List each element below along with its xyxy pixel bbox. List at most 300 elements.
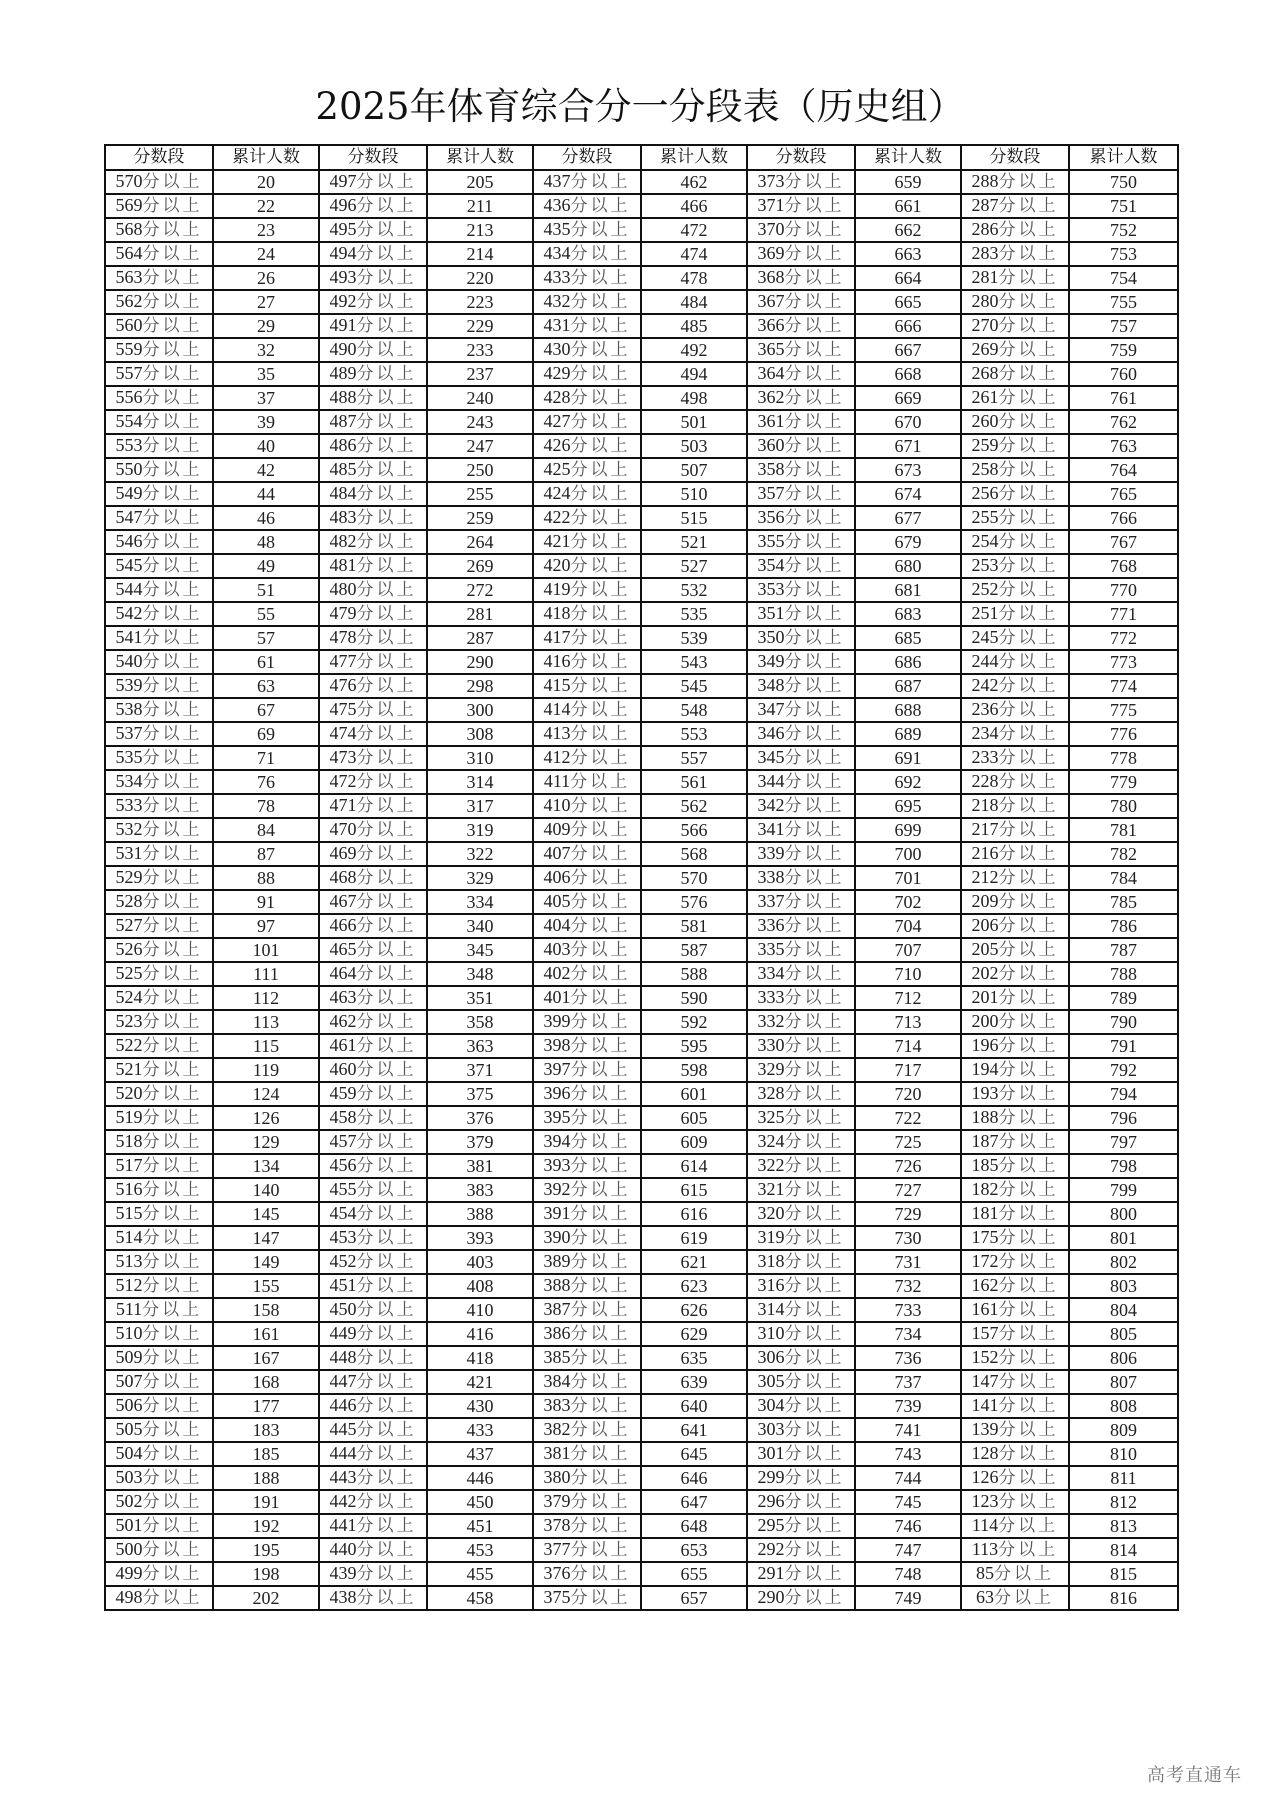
cumulative-count-cell: 801 bbox=[1069, 1226, 1178, 1250]
score-range-cell bbox=[533, 1034, 641, 1058]
cumulative-count-cell: 213 bbox=[427, 218, 533, 242]
score-range-cell bbox=[319, 362, 427, 386]
score-range-cell bbox=[105, 1586, 213, 1610]
score-suffix: 分以上 bbox=[356, 676, 417, 696]
score-range-cell bbox=[533, 1538, 641, 1562]
score-range-cell bbox=[319, 770, 427, 794]
score-range-cell bbox=[319, 1034, 427, 1058]
header-cumulative-count: 累计人数 bbox=[641, 145, 747, 170]
score-range-cell bbox=[961, 1058, 1069, 1082]
score-value: 139 bbox=[971, 1419, 999, 1439]
cumulative-count-cell: 140 bbox=[213, 1178, 319, 1202]
score-range-cell bbox=[533, 554, 641, 578]
score-value: 304 bbox=[757, 1395, 785, 1415]
cumulative-count-cell: 149 bbox=[213, 1250, 319, 1274]
table-row bbox=[105, 1082, 1178, 1106]
score-value: 236 bbox=[971, 699, 999, 719]
score-value: 431 bbox=[543, 315, 571, 335]
score-suffix: 分以上 bbox=[570, 1156, 631, 1176]
cumulative-count-cell: 383 bbox=[427, 1178, 533, 1202]
score-value: 228 bbox=[971, 771, 999, 791]
score-range-cell bbox=[533, 386, 641, 410]
score-suffix: 分以上 bbox=[784, 1132, 845, 1152]
score-range-cell bbox=[319, 1370, 427, 1394]
score-range-cell bbox=[533, 914, 641, 938]
score-value: 509 bbox=[115, 1347, 143, 1367]
score-range-cell bbox=[961, 1034, 1069, 1058]
score-suffix: 分以上 bbox=[356, 604, 417, 624]
score-value: 123 bbox=[971, 1491, 999, 1511]
score-range-cell bbox=[319, 1058, 427, 1082]
score-suffix: 分以上 bbox=[784, 1012, 845, 1032]
score-range-cell bbox=[747, 1082, 855, 1106]
cumulative-count-cell: 629 bbox=[641, 1322, 747, 1346]
score-range-cell bbox=[747, 410, 855, 434]
score-value: 511 bbox=[115, 1299, 143, 1319]
table-row bbox=[105, 1586, 1178, 1610]
score-suffix: 分以上 bbox=[142, 1396, 203, 1416]
score-range-cell bbox=[105, 1226, 213, 1250]
score-value: 469 bbox=[329, 843, 357, 863]
score-range-cell bbox=[747, 842, 855, 866]
score-value: 430 bbox=[543, 339, 571, 359]
cumulative-count-cell: 806 bbox=[1069, 1346, 1178, 1370]
score-range-cell bbox=[319, 650, 427, 674]
score-suffix: 分以上 bbox=[142, 1540, 203, 1560]
cumulative-count-cell: 647 bbox=[641, 1490, 747, 1514]
score-value: 384 bbox=[543, 1371, 571, 1391]
score-suffix: 分以上 bbox=[356, 1036, 417, 1056]
score-suffix: 分以上 bbox=[142, 340, 203, 360]
score-value: 114 bbox=[971, 1515, 999, 1535]
cumulative-count-cell: 310 bbox=[427, 746, 533, 770]
score-value: 85 bbox=[976, 1563, 994, 1583]
score-range-cell bbox=[961, 1538, 1069, 1562]
score-range-cell bbox=[961, 602, 1069, 626]
score-suffix: 分以上 bbox=[570, 628, 631, 648]
score-suffix: 分以上 bbox=[998, 460, 1059, 480]
cumulative-count-cell: 744 bbox=[855, 1466, 961, 1490]
cumulative-count-cell: 673 bbox=[855, 458, 961, 482]
score-value: 539 bbox=[115, 675, 143, 695]
cumulative-count-cell: 568 bbox=[641, 842, 747, 866]
score-value: 450 bbox=[329, 1299, 357, 1319]
score-range-cell bbox=[533, 650, 641, 674]
cumulative-count-cell: 562 bbox=[641, 794, 747, 818]
score-suffix: 分以上 bbox=[142, 1468, 203, 1488]
cumulative-count-cell: 661 bbox=[855, 194, 961, 218]
score-value: 357 bbox=[757, 483, 785, 503]
cumulative-count-cell: 665 bbox=[855, 290, 961, 314]
score-value: 350 bbox=[757, 627, 785, 647]
score-suffix: 分以上 bbox=[570, 364, 631, 384]
score-value: 362 bbox=[757, 387, 785, 407]
score-value: 500 bbox=[115, 1539, 143, 1559]
score-value: 482 bbox=[329, 531, 357, 551]
score-range-cell bbox=[319, 1514, 427, 1538]
score-value: 319 bbox=[757, 1227, 785, 1247]
score-suffix: 分以上 bbox=[998, 196, 1059, 216]
cumulative-count-cell: 539 bbox=[641, 626, 747, 650]
score-value: 557 bbox=[115, 363, 143, 383]
score-suffix: 分以上 bbox=[784, 868, 845, 888]
score-range-cell bbox=[319, 698, 427, 722]
score-value: 368 bbox=[757, 267, 785, 287]
score-value: 468 bbox=[329, 867, 357, 887]
score-suffix: 分以上 bbox=[570, 340, 631, 360]
cumulative-count-cell: 250 bbox=[427, 458, 533, 482]
score-suffix: 分以上 bbox=[998, 748, 1059, 768]
score-value: 286 bbox=[971, 219, 999, 239]
score-value: 407 bbox=[543, 843, 571, 863]
score-value: 187 bbox=[971, 1131, 999, 1151]
score-value: 185 bbox=[971, 1155, 999, 1175]
cumulative-count-cell: 667 bbox=[855, 338, 961, 362]
cumulative-count-cell: 810 bbox=[1069, 1442, 1178, 1466]
score-value: 193 bbox=[971, 1083, 999, 1103]
score-value: 392 bbox=[543, 1179, 571, 1199]
score-value: 245 bbox=[971, 627, 999, 647]
score-suffix: 分以上 bbox=[784, 1084, 845, 1104]
score-value: 524 bbox=[115, 987, 143, 1007]
score-range-cell bbox=[747, 506, 855, 530]
cumulative-count-cell: 639 bbox=[641, 1370, 747, 1394]
score-value: 416 bbox=[543, 651, 571, 671]
score-value: 63 bbox=[976, 1587, 994, 1607]
score-range-cell bbox=[319, 578, 427, 602]
score-suffix: 分以上 bbox=[356, 1204, 417, 1224]
cumulative-count-cell: 714 bbox=[855, 1034, 961, 1058]
score-range-cell bbox=[533, 674, 641, 698]
cumulative-count-cell: 478 bbox=[641, 266, 747, 290]
cumulative-count-cell: 129 bbox=[213, 1130, 319, 1154]
table-row bbox=[105, 554, 1178, 578]
score-value: 351 bbox=[757, 603, 785, 623]
score-range-cell bbox=[961, 914, 1069, 938]
cumulative-count-cell: 97 bbox=[213, 914, 319, 938]
score-suffix: 分以上 bbox=[356, 1108, 417, 1128]
score-range-cell bbox=[105, 962, 213, 986]
score-value: 364 bbox=[757, 363, 785, 383]
score-value: 280 bbox=[971, 291, 999, 311]
score-range-cell bbox=[961, 1394, 1069, 1418]
cumulative-count-cell: 183 bbox=[213, 1418, 319, 1442]
table-row bbox=[105, 794, 1178, 818]
score-value: 398 bbox=[543, 1035, 571, 1055]
score-suffix: 分以上 bbox=[356, 1396, 417, 1416]
cumulative-count-cell: 680 bbox=[855, 554, 961, 578]
score-suffix: 分以上 bbox=[998, 532, 1059, 552]
score-suffix: 分以上 bbox=[142, 1060, 203, 1080]
cumulative-count-cell: 779 bbox=[1069, 770, 1178, 794]
cumulative-count-cell: 797 bbox=[1069, 1130, 1178, 1154]
score-value: 433 bbox=[543, 267, 571, 287]
cumulative-count-cell: 466 bbox=[641, 194, 747, 218]
score-range-cell bbox=[319, 218, 427, 242]
score-value: 339 bbox=[757, 843, 785, 863]
score-suffix: 分以上 bbox=[142, 1084, 203, 1104]
table-row bbox=[105, 266, 1178, 290]
cumulative-count-cell: 802 bbox=[1069, 1250, 1178, 1274]
score-value: 202 bbox=[971, 963, 999, 983]
score-range-cell bbox=[105, 266, 213, 290]
cumulative-count-cell: 789 bbox=[1069, 986, 1178, 1010]
cumulative-count-cell: 44 bbox=[213, 482, 319, 506]
score-suffix: 分以上 bbox=[570, 1420, 631, 1440]
score-suffix: 分以上 bbox=[998, 1468, 1059, 1488]
table-header-row bbox=[105, 145, 1178, 170]
score-value: 439 bbox=[329, 1563, 357, 1583]
score-suffix: 分以上 bbox=[142, 1228, 203, 1248]
score-value: 499 bbox=[115, 1563, 143, 1583]
cumulative-count-cell: 545 bbox=[641, 674, 747, 698]
score-value: 355 bbox=[757, 531, 785, 551]
table-row bbox=[105, 1442, 1178, 1466]
score-suffix: 分以上 bbox=[998, 268, 1059, 288]
score-value: 292 bbox=[757, 1539, 785, 1559]
cumulative-count-cell: 587 bbox=[641, 938, 747, 962]
cumulative-count-cell: 363 bbox=[427, 1034, 533, 1058]
cumulative-count-cell: 42 bbox=[213, 458, 319, 482]
cumulative-count-cell: 657 bbox=[641, 1586, 747, 1610]
cumulative-count-cell: 503 bbox=[641, 434, 747, 458]
score-suffix: 分以上 bbox=[998, 868, 1059, 888]
score-suffix: 分以上 bbox=[356, 652, 417, 672]
score-range-cell bbox=[105, 434, 213, 458]
cumulative-count-cell: 765 bbox=[1069, 482, 1178, 506]
score-range-cell bbox=[533, 266, 641, 290]
score-range-cell bbox=[961, 1490, 1069, 1514]
cumulative-count-cell: 287 bbox=[427, 626, 533, 650]
score-range-cell bbox=[105, 482, 213, 506]
table-row bbox=[105, 866, 1178, 890]
cumulative-count-cell: 134 bbox=[213, 1154, 319, 1178]
cumulative-count-cell: 781 bbox=[1069, 818, 1178, 842]
cumulative-count-cell: 281 bbox=[427, 602, 533, 626]
score-suffix: 分以上 bbox=[570, 1060, 631, 1080]
score-range-cell bbox=[105, 1106, 213, 1130]
score-range-cell bbox=[319, 1562, 427, 1586]
score-suffix: 分以上 bbox=[142, 412, 203, 432]
cumulative-count-cell: 40 bbox=[213, 434, 319, 458]
score-range-cell bbox=[961, 314, 1069, 338]
score-value: 449 bbox=[329, 1323, 357, 1343]
score-range-cell bbox=[961, 362, 1069, 386]
score-range-cell bbox=[961, 866, 1069, 890]
score-range-cell bbox=[319, 602, 427, 626]
score-value: 516 bbox=[115, 1179, 143, 1199]
score-range-cell bbox=[961, 1562, 1069, 1586]
score-range-cell bbox=[747, 530, 855, 554]
cumulative-count-cell: 763 bbox=[1069, 434, 1178, 458]
score-range-cell bbox=[747, 1202, 855, 1226]
score-range-cell bbox=[319, 1466, 427, 1490]
score-value: 395 bbox=[543, 1107, 571, 1127]
score-suffix: 分以上 bbox=[142, 1036, 203, 1056]
cumulative-count-cell: 485 bbox=[641, 314, 747, 338]
score-range-cell bbox=[961, 890, 1069, 914]
score-range-cell bbox=[533, 1082, 641, 1106]
score-value: 452 bbox=[329, 1251, 357, 1271]
score-value: 458 bbox=[329, 1107, 357, 1127]
score-suffix: 分以上 bbox=[998, 1396, 1059, 1416]
score-value: 518 bbox=[115, 1131, 143, 1151]
score-range-cell bbox=[961, 266, 1069, 290]
cumulative-count-cell: 91 bbox=[213, 890, 319, 914]
cumulative-count-cell: 700 bbox=[855, 842, 961, 866]
score-suffix: 分以上 bbox=[570, 1348, 631, 1368]
cumulative-count-cell: 778 bbox=[1069, 746, 1178, 770]
score-value: 349 bbox=[757, 651, 785, 671]
score-range-cell bbox=[533, 1106, 641, 1130]
score-range-cell bbox=[533, 362, 641, 386]
cumulative-count-cell: 55 bbox=[213, 602, 319, 626]
cumulative-count-cell: 681 bbox=[855, 578, 961, 602]
score-suffix: 分以上 bbox=[356, 556, 417, 576]
table-row bbox=[105, 1274, 1178, 1298]
score-suffix: 分以上 bbox=[356, 1348, 417, 1368]
score-range-cell bbox=[319, 194, 427, 218]
cumulative-count-cell: 22 bbox=[213, 194, 319, 218]
score-suffix: 分以上 bbox=[998, 556, 1059, 576]
score-value: 201 bbox=[971, 987, 999, 1007]
table-row bbox=[105, 1058, 1178, 1082]
score-range-cell bbox=[961, 794, 1069, 818]
score-range-cell bbox=[105, 338, 213, 362]
table-row bbox=[105, 1514, 1178, 1538]
score-value: 533 bbox=[115, 795, 143, 815]
table-row bbox=[105, 410, 1178, 434]
cumulative-count-cell: 177 bbox=[213, 1394, 319, 1418]
score-value: 504 bbox=[115, 1443, 143, 1463]
cumulative-count-cell: 243 bbox=[427, 410, 533, 434]
score-range-cell bbox=[533, 866, 641, 890]
score-suffix: 分以上 bbox=[784, 580, 845, 600]
score-value: 370 bbox=[757, 219, 785, 239]
score-suffix: 分以上 bbox=[142, 1564, 203, 1584]
score-range-cell bbox=[105, 698, 213, 722]
table-row bbox=[105, 1034, 1178, 1058]
table-row bbox=[105, 722, 1178, 746]
cumulative-count-cell: 713 bbox=[855, 1010, 961, 1034]
score-distribution-table bbox=[104, 144, 1179, 1611]
score-value: 562 bbox=[115, 291, 143, 311]
table-row bbox=[105, 842, 1178, 866]
score-suffix: 分以上 bbox=[784, 700, 845, 720]
cumulative-count-cell: 726 bbox=[855, 1154, 961, 1178]
cumulative-count-cell: 185 bbox=[213, 1442, 319, 1466]
cumulative-count-cell: 255 bbox=[427, 482, 533, 506]
score-suffix: 分以上 bbox=[994, 1564, 1054, 1584]
cumulative-count-cell: 119 bbox=[213, 1058, 319, 1082]
score-suffix: 分以上 bbox=[784, 748, 845, 768]
score-range-cell bbox=[533, 938, 641, 962]
score-range-cell bbox=[105, 1130, 213, 1154]
score-value: 324 bbox=[757, 1131, 785, 1151]
cumulative-count-cell: 746 bbox=[855, 1514, 961, 1538]
cumulative-count-cell: 605 bbox=[641, 1106, 747, 1130]
score-range-cell bbox=[747, 386, 855, 410]
score-value: 321 bbox=[757, 1179, 785, 1199]
score-suffix: 分以上 bbox=[784, 940, 845, 960]
cumulative-count-cell: 557 bbox=[641, 746, 747, 770]
score-value: 472 bbox=[329, 771, 357, 791]
score-suffix: 分以上 bbox=[356, 964, 417, 984]
score-suffix: 分以上 bbox=[142, 940, 203, 960]
score-range-cell bbox=[961, 1274, 1069, 1298]
score-suffix: 分以上 bbox=[570, 244, 631, 264]
cumulative-count-cell: 669 bbox=[855, 386, 961, 410]
cumulative-count-cell: 23 bbox=[213, 218, 319, 242]
cumulative-count-cell: 35 bbox=[213, 362, 319, 386]
score-range-cell bbox=[747, 554, 855, 578]
score-suffix: 分以上 bbox=[998, 700, 1059, 720]
cumulative-count-cell: 101 bbox=[213, 938, 319, 962]
score-suffix: 分以上 bbox=[142, 172, 203, 192]
score-suffix: 分以上 bbox=[356, 580, 417, 600]
score-suffix: 分以上 bbox=[142, 1444, 203, 1464]
score-range-cell bbox=[961, 818, 1069, 842]
score-suffix: 分以上 bbox=[784, 508, 845, 528]
cumulative-count-cell: 686 bbox=[855, 650, 961, 674]
cumulative-count-cell: 48 bbox=[213, 530, 319, 554]
score-range-cell bbox=[961, 242, 1069, 266]
score-suffix: 分以上 bbox=[142, 652, 203, 672]
score-value: 354 bbox=[757, 555, 785, 575]
score-range-cell bbox=[747, 1250, 855, 1274]
score-suffix: 分以上 bbox=[570, 1036, 631, 1056]
score-suffix: 分以上 bbox=[356, 892, 417, 912]
score-range-cell bbox=[533, 1418, 641, 1442]
cumulative-count-cell: 543 bbox=[641, 650, 747, 674]
score-range-cell bbox=[961, 410, 1069, 434]
score-value: 466 bbox=[329, 915, 357, 935]
score-range-cell bbox=[105, 290, 213, 314]
table-row bbox=[105, 626, 1178, 650]
table-row bbox=[105, 770, 1178, 794]
score-suffix: 分以上 bbox=[784, 388, 845, 408]
score-range-cell bbox=[533, 314, 641, 338]
score-range-cell bbox=[105, 602, 213, 626]
score-suffix: 分以上 bbox=[998, 1084, 1059, 1104]
score-suffix: 分以上 bbox=[142, 1012, 203, 1032]
table-row bbox=[105, 962, 1178, 986]
score-range-cell bbox=[533, 1586, 641, 1610]
cumulative-count-cell: 410 bbox=[427, 1298, 533, 1322]
score-value: 547 bbox=[115, 507, 143, 527]
score-value: 360 bbox=[757, 435, 785, 455]
cumulative-count-cell: 733 bbox=[855, 1298, 961, 1322]
cumulative-count-cell: 799 bbox=[1069, 1178, 1178, 1202]
score-range-cell bbox=[747, 1490, 855, 1514]
score-value: 413 bbox=[543, 723, 571, 743]
score-value: 534 bbox=[115, 771, 143, 791]
score-value: 546 bbox=[115, 531, 143, 551]
score-suffix: 分以上 bbox=[784, 1372, 845, 1392]
score-range-cell bbox=[961, 1298, 1069, 1322]
cumulative-count-cell: 198 bbox=[213, 1562, 319, 1586]
score-range-cell bbox=[533, 578, 641, 602]
score-suffix: 分以上 bbox=[142, 292, 203, 312]
score-value: 418 bbox=[543, 603, 571, 623]
score-range-cell bbox=[105, 1562, 213, 1586]
score-value: 514 bbox=[115, 1227, 143, 1247]
score-range-cell bbox=[319, 986, 427, 1010]
score-value: 467 bbox=[329, 891, 357, 911]
score-value: 301 bbox=[757, 1443, 785, 1463]
score-value: 535 bbox=[115, 747, 143, 767]
score-value: 196 bbox=[971, 1035, 999, 1055]
